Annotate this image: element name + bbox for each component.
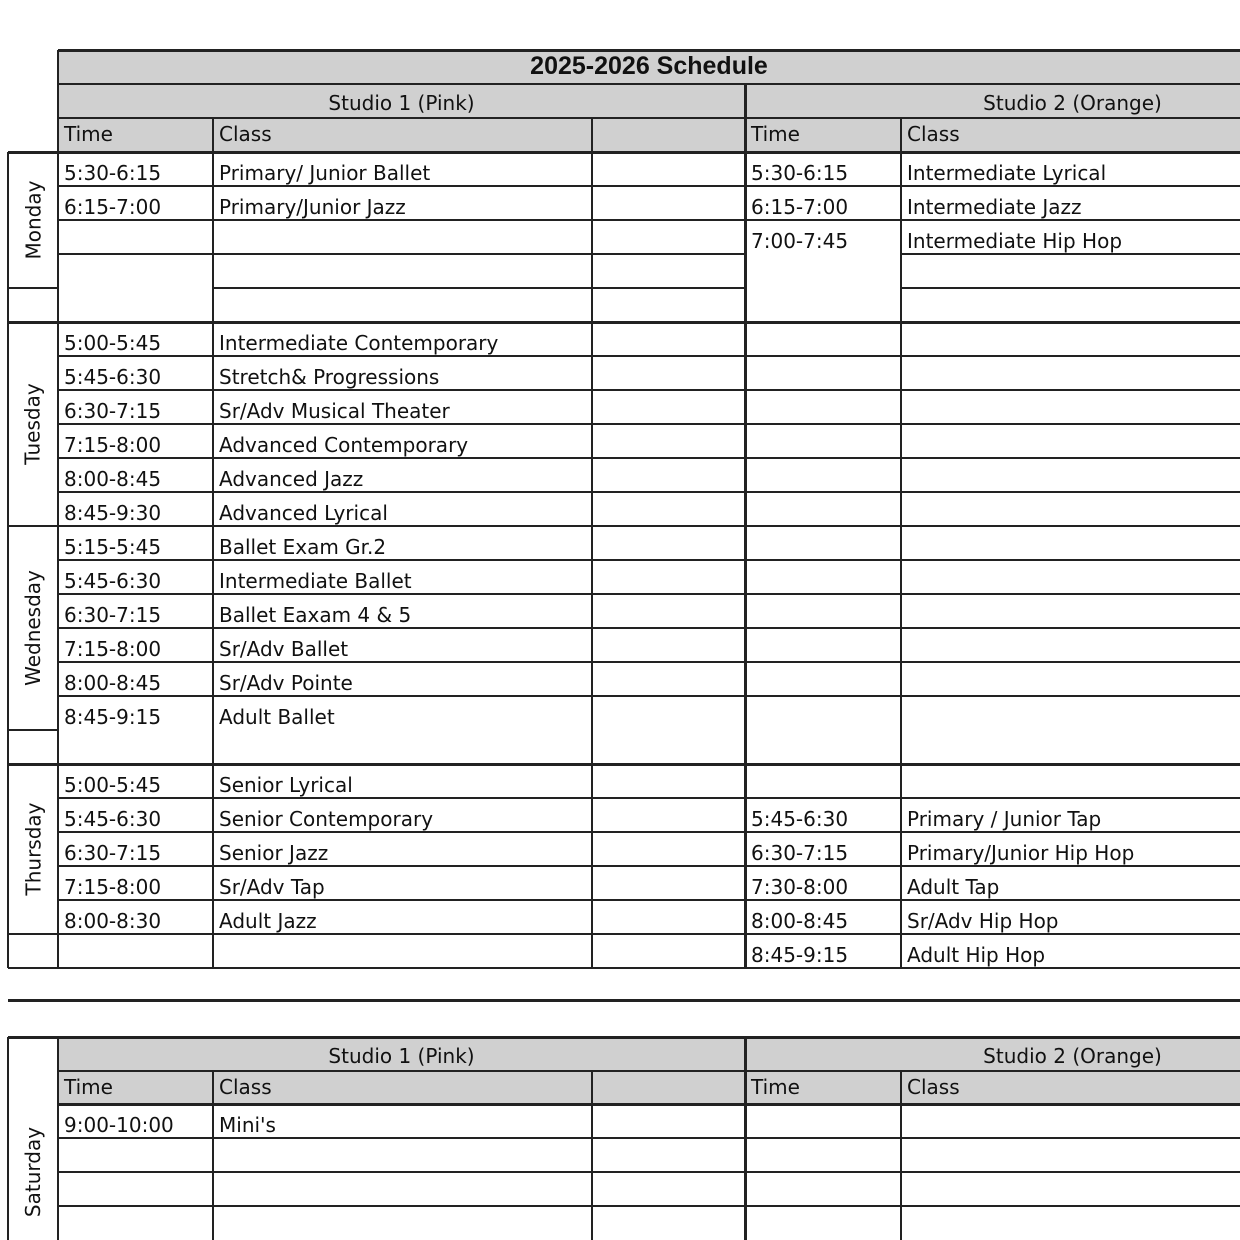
sat-studio2-class-cell <box>901 1172 1240 1206</box>
studio1-time-cell: 8:45-9:15 <box>64 705 162 729</box>
grid-hline <box>8 321 58 324</box>
studio1-class-cell <box>213 254 592 288</box>
sat-studio1-time-cell <box>58 1172 213 1206</box>
studio1-extra-header <box>592 118 745 151</box>
studio2-class-cell <box>901 560 1240 594</box>
sat-studio1-header: Studio 1 (Pink) <box>58 1037 745 1071</box>
studio2-time-cell: 8:45-9:15 <box>751 943 849 967</box>
studio1-class-cell: Primary/ Junior Ballet <box>219 161 431 185</box>
studio2-class-cell <box>901 288 1240 322</box>
studio1-class-cell: Adult Ballet <box>219 705 335 729</box>
studio1-time-cell: 7:15-8:00 <box>64 433 162 457</box>
sat-studio2-class-cell <box>901 1138 1240 1172</box>
studio1-time-cell: 8:00-8:45 <box>64 671 162 695</box>
studio2-time-cell <box>745 322 901 356</box>
studio2-time-cell <box>745 628 901 662</box>
studio1-class-cell: Sr/Adv Tap <box>219 875 325 899</box>
studio2-class-cell <box>901 594 1240 628</box>
studio1-class-cell: Advanced Contemporary <box>219 433 469 457</box>
studio1-time-cell: 6:30-7:15 <box>64 841 162 865</box>
studio2-time-cell: 5:30-6:15 <box>751 161 849 185</box>
grid-hline <box>58 49 1240 52</box>
day-label-saturday: Saturday <box>21 1126 46 1218</box>
studio2-time-cell: 7:30-8:00 <box>751 875 849 899</box>
studio2-class-cell: Intermediate Hip Hop <box>907 229 1123 253</box>
sat-studio2-time-header: Time <box>745 1071 901 1104</box>
studio1-time-cell: 8:45-9:30 <box>64 501 162 525</box>
studio1-class-cell: Senior Jazz <box>219 841 329 865</box>
studio1-class-cell: Ballet Exam Gr.2 <box>219 535 387 559</box>
studio1-class-header: Class <box>213 118 592 151</box>
schedule-title: 2025-2026 Schedule <box>58 50 1240 84</box>
sat-studio1-time-cell <box>58 1138 213 1172</box>
studio1-class-cell: Sr/Adv Musical Theater <box>219 399 450 423</box>
studio1-time-cell <box>58 220 213 254</box>
studio2-time-cell <box>745 730 901 764</box>
studio2-class-cell <box>901 628 1240 662</box>
grid-hline <box>58 83 1240 85</box>
studio2-class-cell <box>901 730 1240 764</box>
studio1-time-cell: 5:45-6:30 <box>64 365 162 389</box>
sat-studio2-class-header: Class <box>901 1071 1240 1104</box>
studio2-class-cell: Adult Hip Hop <box>907 943 1046 967</box>
studio2-class-cell <box>901 492 1240 526</box>
studio1-time-cell <box>58 288 213 322</box>
studio1-time-cell <box>58 254 213 288</box>
studio2-time-cell: 5:45-6:30 <box>751 807 849 831</box>
day-label-tuesday: Tuesday <box>21 383 45 465</box>
studio2-class-cell <box>901 764 1240 798</box>
studio1-class-cell: Adult Jazz <box>219 909 317 933</box>
studio2-class-cell: Intermediate Jazz <box>907 195 1082 219</box>
studio2-class-cell: Primary/Junior Hip Hop <box>907 841 1135 865</box>
studio2-time-cell <box>745 560 901 594</box>
sat-studio2-time-cell <box>745 1138 901 1172</box>
day-label-wednesday: Wednesday <box>21 570 46 686</box>
day-label-thursday: Thursday <box>21 802 45 896</box>
studio1-time-cell: 5:45-6:30 <box>64 807 162 831</box>
sat-studio2-time-cell <box>745 1104 901 1138</box>
studio1-class-cell: Intermediate Ballet <box>219 569 412 593</box>
studio2-time-cell <box>745 356 901 390</box>
studio1-time-cell: 5:00-5:45 <box>64 773 162 797</box>
studio2-class-cell <box>901 254 1240 288</box>
studio2-class-cell <box>901 424 1240 458</box>
studio2-time-cell <box>745 764 901 798</box>
studio2-class-cell <box>901 356 1240 390</box>
sat-studio1-class-cell <box>213 1206 592 1240</box>
studio2-class-cell <box>901 696 1240 730</box>
studio2-time-cell <box>745 390 901 424</box>
studio1-time-cell: 7:15-8:00 <box>64 875 162 899</box>
studio2-class-cell <box>901 662 1240 696</box>
studio2-time-cell <box>745 662 901 696</box>
grid-vline <box>7 1037 9 1240</box>
grid-hline <box>8 933 58 935</box>
studio1-time-cell: 6:15-7:00 <box>64 195 162 219</box>
grid-hline <box>8 1036 1240 1039</box>
studio1-time-cell: 8:00-8:30 <box>64 909 162 933</box>
studio2-time-cell <box>745 594 901 628</box>
sat-studio2-class-cell <box>901 1104 1240 1138</box>
studio1-class-cell: Sr/Adv Ballet <box>219 637 349 661</box>
studio1-class-cell: Senior Lyrical <box>219 773 353 797</box>
day-label-monday: Monday <box>21 180 45 260</box>
studio1-class-cell: Stretch& Progressions <box>219 365 440 389</box>
sat-studio2-header: Studio 2 (Orange) <box>745 1037 1240 1071</box>
studio2-time-cell <box>745 288 901 322</box>
studio2-class-cell: Primary / Junior Tap <box>907 807 1102 831</box>
grid-hline <box>8 763 58 766</box>
studio1-class-cell: Advanced Jazz <box>219 467 364 491</box>
grid-hline <box>8 287 58 289</box>
grid-hline <box>8 729 58 731</box>
section-divider <box>8 999 1240 1002</box>
sat-studio1-time-header: Time <box>58 1071 213 1104</box>
studio2-class-cell: Intermediate Lyrical <box>907 161 1107 185</box>
sat-studio1-class-cell: Mini's <box>219 1113 276 1137</box>
studio2-class-cell <box>901 322 1240 356</box>
studio1-class-cell <box>213 730 592 764</box>
studio2-time-cell <box>745 458 901 492</box>
sat-studio1-class-header: Class <box>213 1071 592 1104</box>
studio1-class-cell: Senior Contemporary <box>219 807 434 831</box>
studio1-class-cell: Sr/Adv Pointe <box>219 671 353 695</box>
studio1-class-cell: Primary/Junior Jazz <box>219 195 406 219</box>
studio1-class-cell: Advanced Lyrical <box>219 501 388 525</box>
studio1-header: Studio 1 (Pink) <box>58 84 745 118</box>
studio2-class-cell: Sr/Adv Hip Hop <box>907 909 1059 933</box>
studio1-class-cell: Intermediate Contemporary <box>219 331 499 355</box>
studio2-class-cell <box>901 526 1240 560</box>
studio2-time-cell <box>745 254 901 288</box>
studio1-time-cell: 6:30-7:15 <box>64 399 162 423</box>
studio2-class-cell <box>901 390 1240 424</box>
sat-studio2-class-cell <box>901 1206 1240 1240</box>
sat-studio1-class-cell <box>213 1138 592 1172</box>
studio2-time-cell <box>745 526 901 560</box>
studio2-time-cell <box>745 424 901 458</box>
studio2-class-cell <box>901 458 1240 492</box>
studio2-time-cell: 6:30-7:15 <box>751 841 849 865</box>
studio2-time-cell: 8:00-8:45 <box>751 909 849 933</box>
studio1-time-cell: 5:45-6:30 <box>64 569 162 593</box>
studio1-time-cell: 6:30-7:15 <box>64 603 162 627</box>
studio1-time-cell: 5:30-6:15 <box>64 161 162 185</box>
studio1-time-cell: 7:15-8:00 <box>64 637 162 661</box>
grid-hline <box>8 525 58 527</box>
studio1-class-cell: Ballet Eaxam 4 & 5 <box>219 603 412 627</box>
studio1-time-cell: 8:00-8:45 <box>64 467 162 491</box>
studio2-time-cell: 7:00-7:45 <box>751 229 849 253</box>
grid-hline <box>58 1070 1240 1072</box>
grid-vline <box>7 152 9 968</box>
studio1-time-cell <box>58 730 213 764</box>
studio1-class-cell <box>213 220 592 254</box>
grid-hline <box>58 117 1240 119</box>
studio1-time-header: Time <box>58 118 213 151</box>
sat-studio1-extra-header <box>592 1071 745 1104</box>
studio2-time-cell: 6:15-7:00 <box>751 195 849 219</box>
studio2-class-header: Class <box>901 118 1240 151</box>
studio1-class-cell <box>213 288 592 322</box>
studio1-time-cell: 5:00-5:45 <box>64 331 162 355</box>
studio1-time-cell <box>58 934 213 968</box>
sat-studio1-time-cell <box>58 1206 213 1240</box>
studio2-time-cell <box>745 696 901 730</box>
studio1-class-cell <box>213 934 592 968</box>
studio2-time-cell <box>745 492 901 526</box>
studio2-time-header: Time <box>745 118 901 151</box>
sat-studio1-time-cell: 9:00-10:00 <box>64 1113 174 1137</box>
sat-studio2-time-cell <box>745 1172 901 1206</box>
studio2-header: Studio 2 (Orange) <box>745 84 1240 118</box>
studio2-class-cell: Adult Tap <box>907 875 1000 899</box>
studio1-time-cell: 5:15-5:45 <box>64 535 162 559</box>
sat-studio1-class-cell <box>213 1172 592 1206</box>
sat-studio2-time-cell <box>745 1206 901 1240</box>
